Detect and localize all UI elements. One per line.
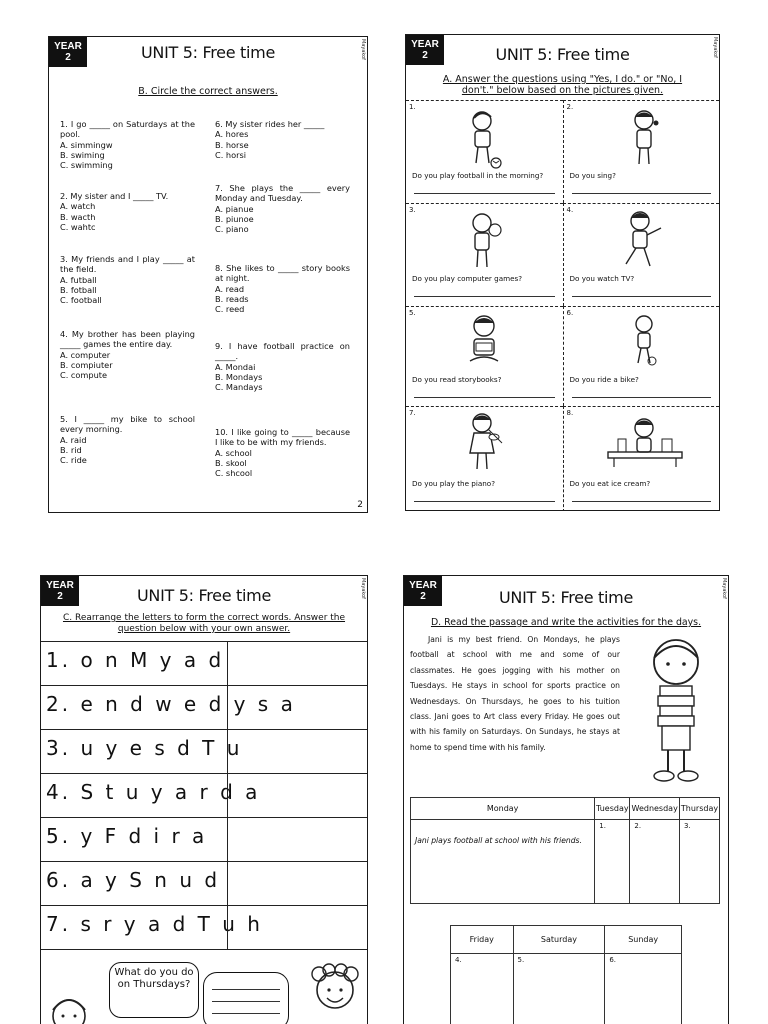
option[interactable]: B. wacth bbox=[60, 211, 96, 222]
picture-question-cell: 8. Do you eat ice cream? bbox=[563, 406, 720, 511]
scramble-row: 3. u y e s d T u bbox=[41, 729, 367, 773]
question-column-right bbox=[215, 119, 350, 488]
option[interactable]: B. swiming bbox=[60, 149, 105, 160]
option[interactable]: B. reads bbox=[215, 293, 249, 304]
question: 7. She plays the _____ every Monday and Tuesday. A. pianue B. piunoe C. piano bbox=[215, 183, 350, 235]
day-header: Wednesday bbox=[630, 798, 680, 820]
days-table-weekend bbox=[450, 925, 682, 1024]
answer-line[interactable] bbox=[414, 397, 555, 398]
option[interactable]: A. school bbox=[215, 447, 252, 458]
girl-left-icon bbox=[43, 986, 97, 1024]
instruction: A. Answer the questions using "Yes, I do." or "No, I don't." below based on the pictures given. bbox=[442, 74, 683, 96]
option[interactable]: B. rid bbox=[60, 444, 82, 455]
scramble-row: 1. o n M y a d bbox=[41, 641, 367, 685]
answer-box[interactable] bbox=[227, 642, 228, 685]
brand-mark: Mayakof bbox=[360, 39, 366, 60]
option[interactable]: A. futball bbox=[60, 274, 97, 285]
answer-line[interactable] bbox=[572, 397, 712, 398]
option[interactable]: C. football bbox=[60, 295, 102, 306]
year-badge: YEAR 2 bbox=[406, 35, 444, 65]
answer-bubble[interactable] bbox=[203, 972, 289, 1024]
option[interactable]: A. computer bbox=[60, 349, 111, 360]
question: 6. My sister rides her _____ A. hores B. horse C. horsi bbox=[215, 119, 350, 173]
worksheet-page-yes-no bbox=[405, 34, 720, 511]
worksheet-page-rearrange bbox=[40, 575, 368, 1024]
picture-question-cell: 5. Do you read storybooks? bbox=[406, 306, 563, 406]
option[interactable]: A. pianue bbox=[215, 203, 254, 214]
option[interactable]: A. read bbox=[215, 283, 245, 294]
option[interactable]: C. piano bbox=[215, 224, 249, 235]
option[interactable]: B. horse bbox=[215, 139, 249, 150]
option[interactable]: C. reed bbox=[215, 304, 245, 315]
option[interactable]: B. fotball bbox=[60, 284, 97, 295]
question-column-left bbox=[60, 119, 195, 475]
scramble-row: 7. s r y a d T u h bbox=[41, 905, 367, 949]
answer-cell[interactable]: 3. bbox=[679, 820, 719, 904]
days-table-weekdays bbox=[410, 797, 720, 904]
year-badge: YEAR 2 bbox=[49, 37, 87, 67]
picture-question-cell: 2. Do you sing? bbox=[563, 100, 720, 203]
option[interactable]: C. compute bbox=[60, 370, 108, 381]
option[interactable]: C. ride bbox=[60, 455, 87, 466]
option[interactable]: A. hores bbox=[215, 129, 249, 140]
answer-line[interactable] bbox=[414, 193, 555, 194]
answer-box[interactable] bbox=[227, 818, 228, 861]
answer-box[interactable] bbox=[227, 686, 228, 729]
picture-question-cell: 1. Do you play football in the morning? bbox=[406, 100, 563, 203]
bike-kid-icon bbox=[626, 313, 662, 371]
question: 9. I have football practice on _____. A. Mondai B. Mondays C. Mandays bbox=[215, 341, 350, 393]
day-header: Sunday bbox=[605, 926, 682, 954]
answer-box[interactable] bbox=[227, 730, 228, 773]
answer-cell[interactable]: 1. bbox=[595, 820, 630, 904]
day-header: Thursday bbox=[679, 798, 719, 820]
answer-box[interactable] bbox=[227, 774, 228, 817]
option[interactable]: C. swimming bbox=[60, 160, 113, 171]
instruction: B. Circle the correct answers. bbox=[138, 86, 278, 97]
worksheet-page-circle-answers bbox=[48, 36, 368, 513]
girl-right-icon bbox=[303, 956, 367, 1020]
picture-question-cell: 7. Do you play the piano? bbox=[406, 406, 563, 511]
brand-mark: Mayakof bbox=[360, 578, 366, 599]
scramble-row: 2. e n d w e d y s a bbox=[41, 685, 367, 729]
option[interactable]: B. compiuter bbox=[60, 359, 113, 370]
answer-line[interactable] bbox=[414, 501, 555, 502]
option[interactable]: C. horsi bbox=[215, 149, 247, 160]
instruction: C. Rearrange the letters to form the correct words. Answer the question below with your own answer. bbox=[62, 613, 346, 634]
answer-line[interactable] bbox=[572, 501, 712, 502]
brand-mark: Mayakof bbox=[712, 37, 718, 58]
scramble-row: 5. y F d i r a bbox=[41, 817, 367, 861]
gamer-kid-icon bbox=[462, 210, 506, 272]
question: 1. I go _____ on Saturdays at the pool. A. simmingw B. swiming C. swimming bbox=[60, 119, 195, 171]
violin-kid-icon bbox=[462, 411, 506, 473]
instruction: D. Read the passage and write the activities for the days. bbox=[430, 617, 702, 628]
answer-cell[interactable]: 5. bbox=[513, 954, 605, 1024]
day-header: Monday bbox=[411, 798, 595, 820]
speech-bubble: What do you do on Thursdays? bbox=[109, 962, 199, 1018]
picture-question-grid bbox=[406, 100, 719, 510]
example-cell: Jani plays football at school with his friends. bbox=[411, 820, 595, 904]
picture-question-cell: 3. Do you play computer games? bbox=[406, 203, 563, 306]
day-header: Friday bbox=[451, 926, 514, 954]
option[interactable]: B. skool bbox=[215, 457, 247, 468]
unit-title: UNIT 5: Free time bbox=[140, 43, 275, 62]
question: 2. My sister and I _____ TV. A. watch B. wacth C. wahtc bbox=[60, 191, 195, 244]
option[interactable]: A. Mondai bbox=[215, 361, 256, 372]
reading-kid-icon bbox=[462, 313, 506, 369]
picture-question-cell: 4. Do you watch TV? bbox=[563, 203, 720, 306]
year-badge: YEAR 2 bbox=[41, 576, 79, 606]
answer-line[interactable] bbox=[572, 296, 712, 297]
option[interactable]: B. piunoe bbox=[215, 213, 254, 224]
answer-cell[interactable]: 2. bbox=[630, 820, 680, 904]
scramble-row: 4. S t u y a r d a bbox=[41, 773, 367, 817]
option[interactable]: C. shcool bbox=[215, 468, 253, 479]
question: 4. My brother has been playing _____ games the entire day. A. computer B. compiuter C. compute bbox=[60, 329, 195, 381]
question: 10. I like going to _____ because I like to be with my friends. A. school B. skool C. shcool bbox=[215, 427, 350, 479]
option[interactable]: A. watch bbox=[60, 201, 96, 212]
answer-line[interactable] bbox=[572, 193, 712, 194]
answer-box[interactable] bbox=[227, 906, 228, 949]
page-number: 2 bbox=[357, 500, 363, 510]
answer-box[interactable] bbox=[227, 862, 228, 905]
question: 3. My friends and I play _____ at the field. A. futball B. fotball C. football bbox=[60, 254, 195, 306]
picture-question-cell: 6. Do you ride a bike? bbox=[563, 306, 720, 406]
answer-cell[interactable]: 6. bbox=[605, 954, 682, 1024]
brand-mark: Mayakof bbox=[721, 578, 727, 599]
scramble-row: 6. a y S n u d bbox=[41, 861, 367, 905]
option[interactable]: A. raid bbox=[60, 434, 87, 445]
option[interactable]: B. Mondays bbox=[215, 371, 263, 382]
option[interactable]: A. simmingw bbox=[60, 139, 113, 150]
question: 8. She likes to _____ story books at night. A. read B. reads C. reed bbox=[215, 263, 350, 315]
boy-with-books-icon bbox=[634, 634, 718, 786]
unit-title: UNIT 5: Free time bbox=[495, 45, 630, 64]
eating-kid-icon bbox=[600, 415, 690, 471]
reading-passage: Jani is my best friend. On Mondays, he plays football at school with me and some of our classmates. He goes jogging with his mother on Tuesdays. He stays in school for sports practice on Wednesdays. On Thursdays, he goes to his tuition class. Jani goes to Art class every Friday. He goes out with his family on Saturdays. On Sundays, he stays at home to spend time with his family. bbox=[410, 635, 620, 752]
unit-title: UNIT 5: Free time bbox=[498, 588, 633, 607]
day-header: Tuesday bbox=[595, 798, 630, 820]
answer-line[interactable] bbox=[414, 296, 555, 297]
singing-kid-icon bbox=[624, 107, 664, 169]
worksheet-page-passage bbox=[403, 575, 729, 1024]
football-kid-icon bbox=[464, 109, 504, 171]
unit-title: UNIT 5: Free time bbox=[136, 586, 271, 605]
answer-cell[interactable]: 4. bbox=[451, 954, 514, 1024]
tv-kid-icon bbox=[616, 208, 670, 272]
day-header: Saturday bbox=[513, 926, 605, 954]
option[interactable]: C. Mandays bbox=[215, 382, 263, 393]
option[interactable]: C. wahtc bbox=[60, 221, 96, 232]
year-badge: YEAR 2 bbox=[404, 576, 442, 606]
question: 5. I _____ my bike to school every morning. A. raid B. rid C. ride bbox=[60, 414, 195, 466]
